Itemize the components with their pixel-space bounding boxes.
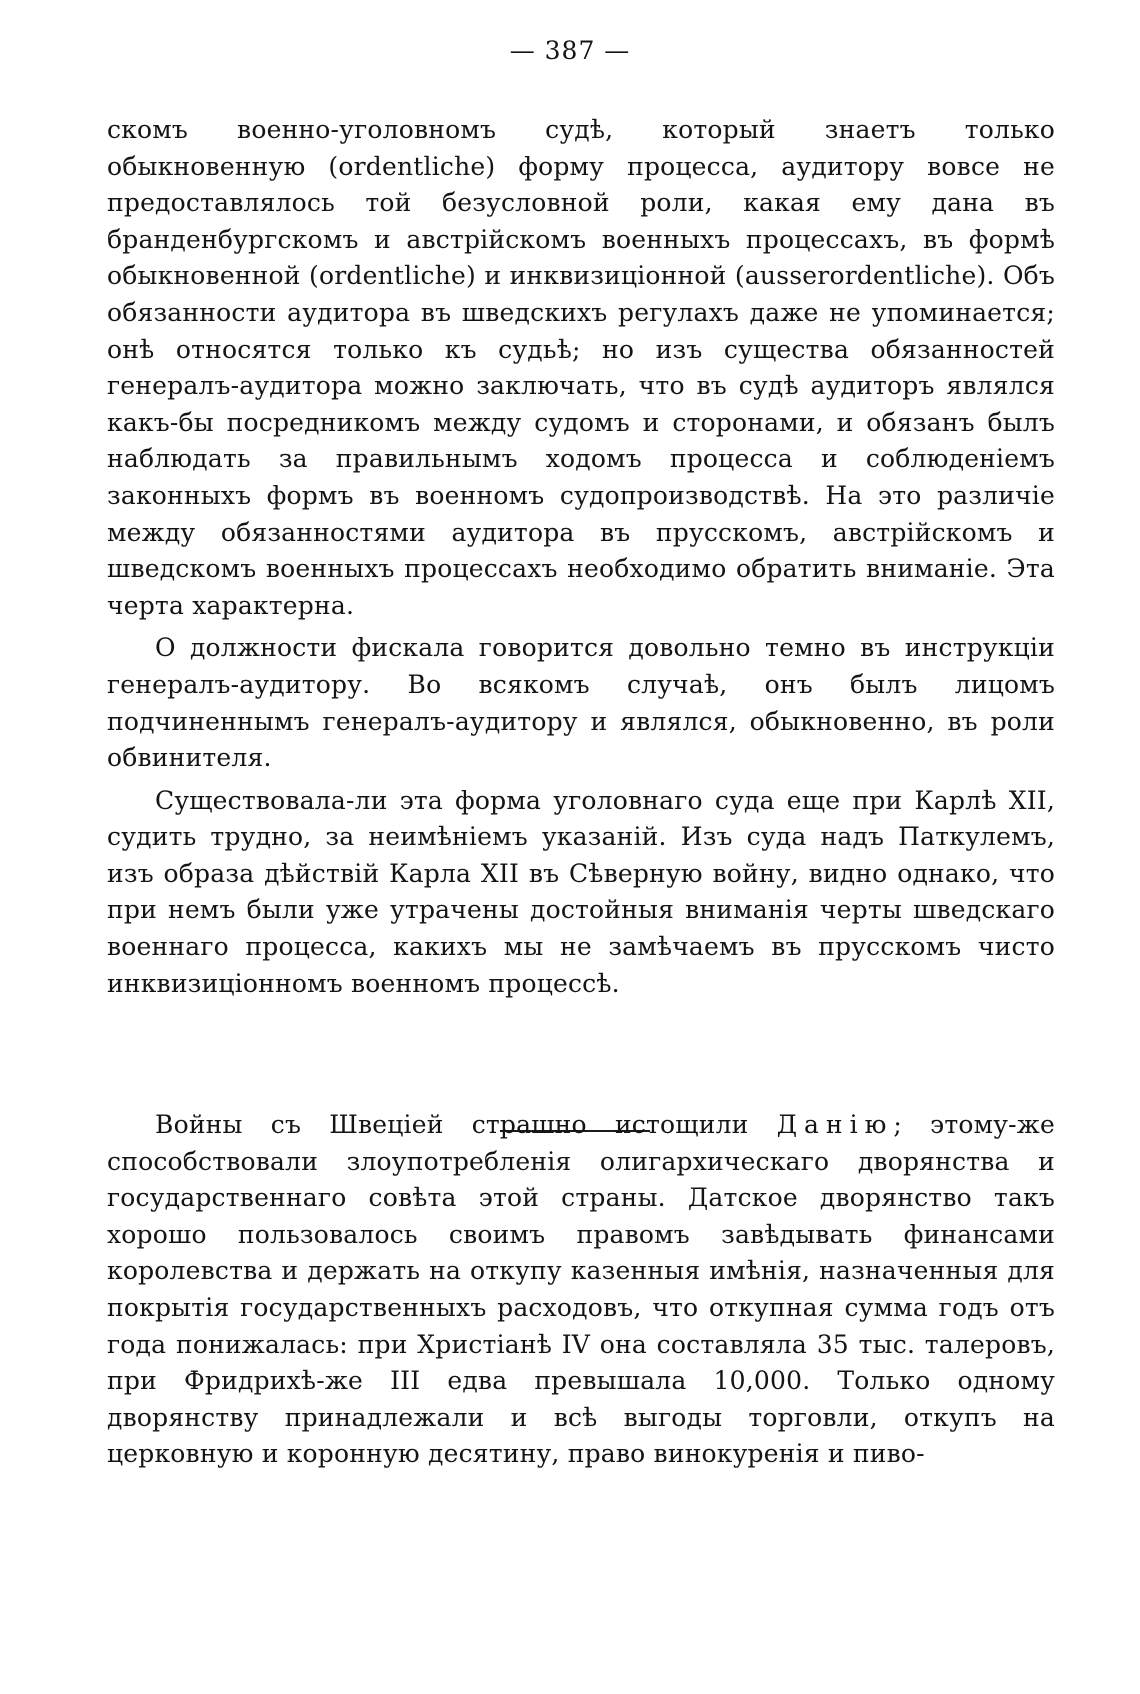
page-number: — 387 —: [509, 36, 631, 65]
section-1-text: [107, 112, 1055, 1002]
denmark-text-rest: ; этому-же способствовали злоупотребленія олигархическаго дворянства и государственнаго совѣта этой страны. Датское дворянство такъ хорошо пользовалось своимъ правомъ завѣдывать финансами королевства и держать на откупу казенныя имѣнія, назначенныя для покрытія государственныхъ расходовъ, что откупная сумма годъ отъ года понижалась: при Христіанѣ IV она составляла 35 тыс. талеровъ, при Фридрихѣ-же III едва превышала 10,000. Только одному дворянству принадлежали и всѣ выгоды торговли, откупъ на церковную и коронную десятину, право винокуренія и пиво-: [107, 1110, 1056, 1469]
emphasized-word: Данію: [776, 1110, 894, 1139]
denmark-text-start: Войны съ Швеціей страшно истощили: [155, 1110, 749, 1139]
section-2-text: [107, 1107, 1055, 1473]
paragraph-fiscal: О должности фискала говорится довольно темно въ инструкціи генералъ-аудитору. Во всякомъ случаѣ, онъ былъ лицомъ подчиненнымъ генералъ-аудитору и являлся, обыкновенно, въ роли обвинителя.: [107, 633, 1055, 773]
paragraph-charles-xii: Существовала-ли эта форма уголовнаго суда еще при Карлѣ XII, судить трудно, за неимѣніемъ указаній. Изъ суда надъ Паткулемъ, изъ образа дѣйствій Карла XII въ Сѣверную войну, видно однако, что при немъ были уже утрачены достойныя вниманія черты шведскаго военнаго процесса, какихъ мы не замѣчаемъ въ прусскомъ чисто инквизиціонномъ военномъ процессѣ.: [107, 785, 1055, 998]
paragraph-continuation: скомъ военно-уголовномъ судѣ, который знаетъ только обыкновенную (ordentliche) форму процесса, аудитору вовсе не предоставлялось той безусловной роли, какая ему дана въ бранденбургскомъ и австрійскомъ военныхъ процессахъ, въ формѣ обыкновенной (ordentliche) и инквизиціонной (ausserordentliche). Объ обязанности аудитора въ шведскихъ регулахъ даже не упоминается; онѣ относятся только къ судьѣ; но изъ существа обязанностей генералъ-аудитора можно заключать, что въ судѣ аудиторъ являлся какъ-бы посредникомъ между судомъ и сторонами, и обязанъ былъ наблюдать за правильнымъ ходомъ процесса и соблюденіемъ законныхъ формъ въ военномъ судопроизводствѣ. На это различіе между обязанностями аудитора въ прусскомъ, австрійскомъ и шведскомъ военныхъ процессахъ необходимо обратить вниманіе. Эта черта характерна.: [107, 115, 1055, 620]
paragraph-denmark: [107, 1107, 1055, 1473]
